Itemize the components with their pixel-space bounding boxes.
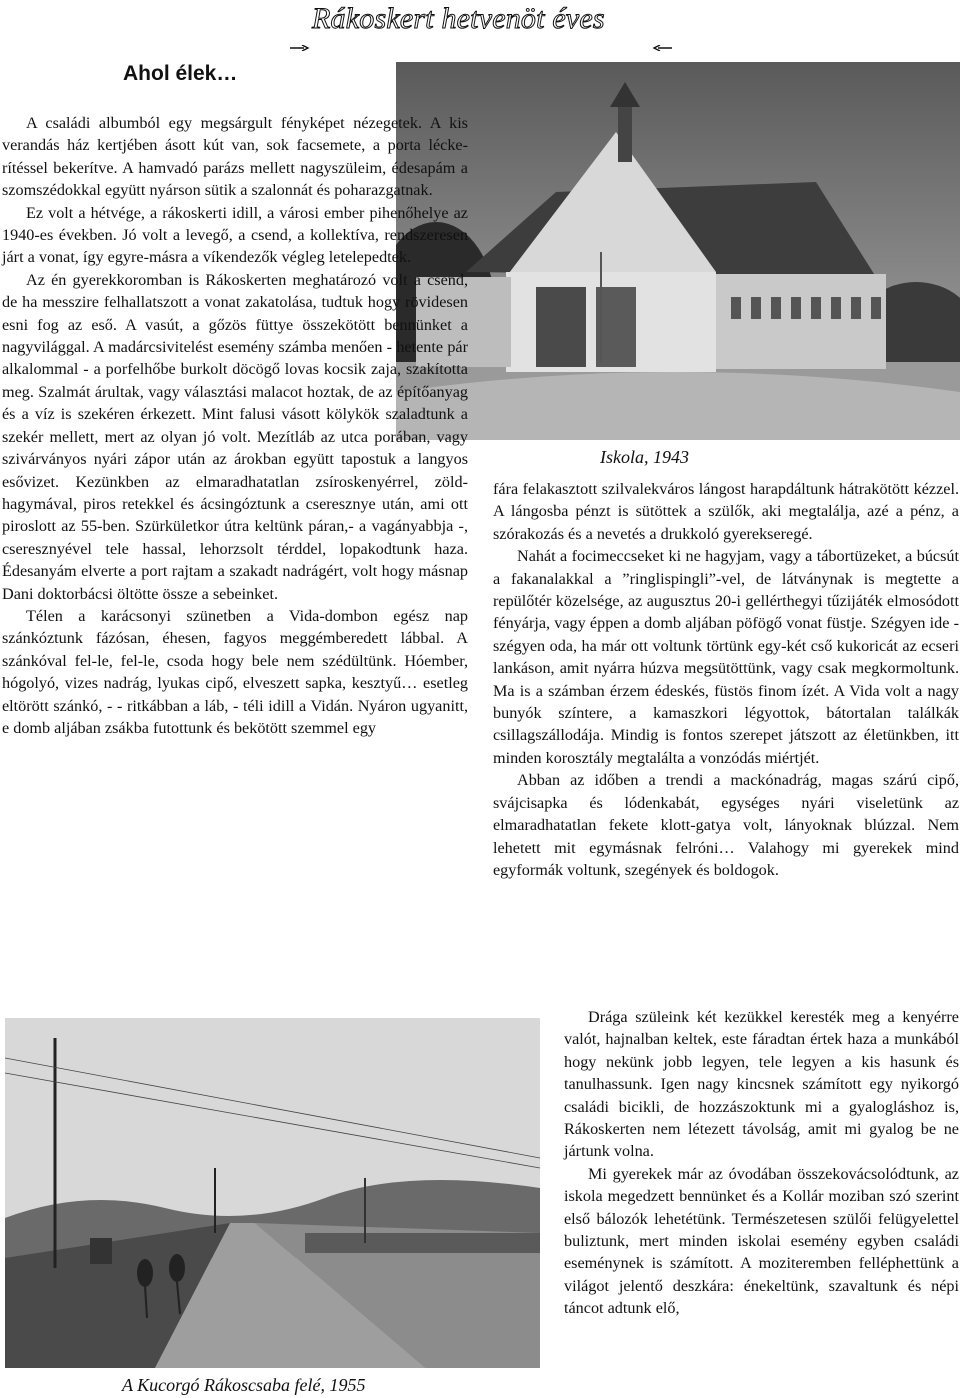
- school-photo-caption: Iskola, 1943: [600, 447, 689, 467]
- section-title: Ahol élek…: [123, 62, 238, 85]
- paragraph: A családi albumból egy megsárgult fényképet nézegetek. A kis verandás ház kertjében ásott kút van, sok facsemete, a porta léckerítéssel bekerítve. A hamvadó parázs mellett nagyszüleim, édesapám a szomszédokkal együtt nyárson sütik a szalonnát és poharazgatnak.: [2, 114, 468, 200]
- page-header-title: Rákoskert hetvenöt éves: [312, 2, 605, 35]
- paragraph: Mi gyerekek már az óvodában összekovácsolódtunk, az iskola megedzett bennünket és a Kollár moziban szó szerint első bálozók lehetétünk. Természetesen szülői felügyelettel buliztunk, mert minden iskolai esemény egyben családi eseménynek is számított. A moziteremben felléphettünk a világot jelentő deszkára: énekeltünk, szavaltunk és népi táncot adtunk elő,: [564, 1164, 959, 1318]
- paragraph: Az én gyerekkoromban is Rákoskerten meghatározó volt a csend, de ha messzire felhallatszott a vonat zakatolása, tudtuk hogy rövidesen esni fog az eső. A vasút, a gőzös füttye összekötött bennünket a nagyvilággal. A madárcsivitelést esemény számba menően - hetente pár alkalommal - a porfelhőbe burkolt döcögő lovas kocsik zaja, szakította meg. Szalmát árultak, vagy választási malacot hoztak, de az építőanyag és a víz is szekéren érkezett. Mint falusi vásott kölykök szaladtunk a szekér mellett, mert az olyan jó volt. Mezítláb az utca porában, vagy szivárványos nyári zápor után az árokban együtt tapostuk a langyos esővizet. Kezünkben az elmaradhatatlan zsíroskenyérrel, zöldhagymával, piros retekkel és ácsingóztunk a cseresznye után, ami ott piroslott az 55-ben. Szürkületkor útra keltünk páran,- a vagányabbja -, cseresznyével tele hassal, lehorzsolt térddel, lopakodtunk haza. Édesanyám elverte a port rajtam a szakadt nadrágért, volt hogy másnap Dani doktorbácsi öltötte össze a sebeinket.: [2, 270, 468, 603]
- paragraph: Ez volt a hétvége, a rákoskerti idill, a városi ember pihenőhelye az 1940-es években. Jó volt a levegő, a csend, a kollektíva, rendszeresen járt a vonat, így egyre-másra a víkendezők végleg letelepedtek.: [2, 203, 468, 267]
- left-text-column: [2, 112, 468, 739]
- school-photo: [396, 62, 960, 440]
- right-lower-text-column: [564, 1006, 959, 1320]
- paragraph: Abban az időben a trendi a mackónadrág, magas szárú cipő, svájcisapka és lódenkabát, egységes nyári viseletünk az elmaradhatatlan fekete klott-gatya volt, lányoknak blúzzal. Nem lehetett mit egymásnak felróni… Valahogy mi gyerekek mind egyformák voltunk, szegények és boldogok.: [493, 771, 959, 879]
- header-ornament-right: [652, 38, 672, 40]
- paragraph: Télen a karácsonyi szünetben a Vida-dombon egész nap szánkóztunk fázósan, éhesen, fagyos meggémberedett lábbal. A szánkóval fel-le, fel-le, csoda hogy bele nem szédültünk. Hóember, hógolyó, vizes nadrág, lyukas cipő, elveszett sapka, kesztyű… esetleg eltörött szánkó, - - ritkábban a láb, - téli idill a Vidán. Nyáron ugyanitt, e domb aljában zsákba futottunk és bekötött szemmel egy: [2, 606, 468, 737]
- paragraph: fára felakasztott szilvalekváros lángost harapdáltunk hátrakötött kézzel. A lángosba pénzt is sütöttek a szülők, aki megtalálja, azé a pénz, a szórakozás és a nevetés a drukkoló gyerekseregé.: [493, 480, 959, 543]
- paragraph: Nahát a focimeccseket ki ne hagyjam, vagy a tábortüzeket, a búcsút a fakanalakkal a ”ringlispingli”-vel, de látványnak is megtette a repülőtér közelsége, az augusztus 20-i gellérthegyi tűzijáték elmosódott fényárja, vagy éppen a domb aljában pöfögő vonat füstje. Szégyen ide - szégyen oda, ha már ott voltunk törtünk egy-két cső kukoricát az ecseri lankáson, amit nyárra húzva megsütöttünk, vagy csak megkormoltunk. Ma is a számban érzem édeskés, füstös finom ízét. A Vida volt a nagy bunyók színtere, a kamaszkori légyottok, bátortalan találkák csillagszállodája. Mindig is fontos szerepet játszott az életünkben, itt minden korosztály megtalálta a vonzódás miértjét.: [493, 547, 959, 767]
- road-photo: [5, 1018, 540, 1368]
- header-ornament-left: [290, 38, 310, 40]
- right-text-column: [493, 478, 959, 881]
- road-photo-caption: A Kucorgó Rákoscsaba felé, 1955: [122, 1375, 366, 1395]
- paragraph: Drága szüleink két kezükkel keresték meg a kenyérre valót, hajnalban keltek, este fáradtan értek haza a munkából hogy nekünk jobb legyen, tele legyen a kis hasunk és tanulhassunk. Igen nagy kincsnek számított egy nyikorgó családi bicikli, de hozzászoktunk mi a gyalogláshoz is, Rákoskerten nem létezett távolság, amit mi gyalog be ne jártunk volna.: [564, 1008, 959, 1161]
